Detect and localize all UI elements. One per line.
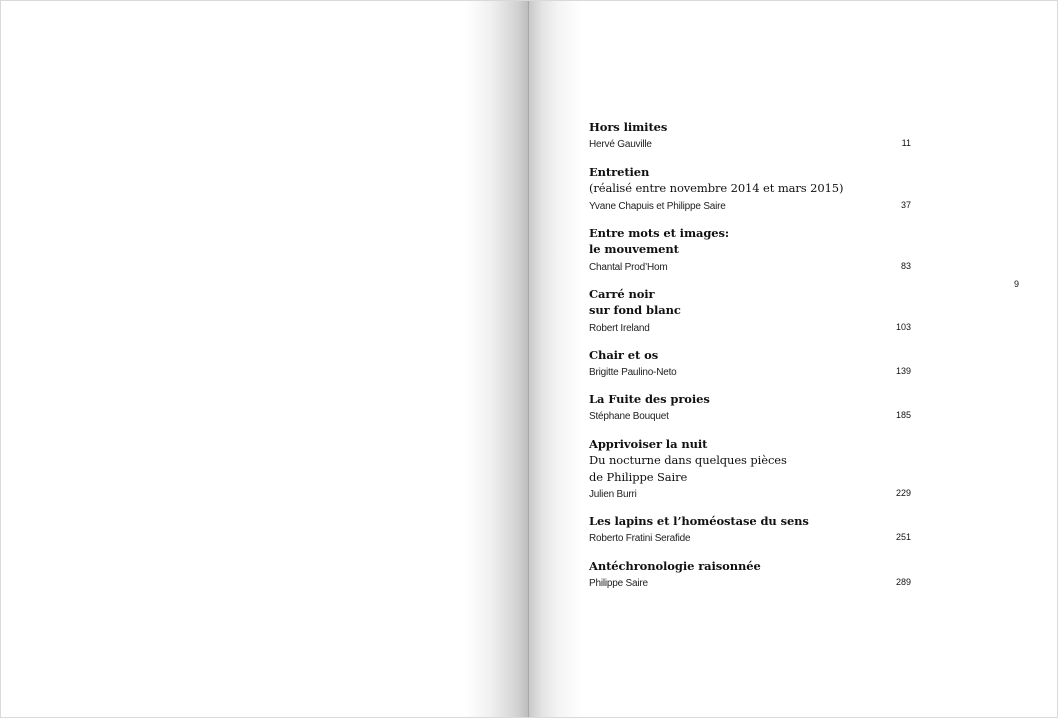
toc-entry-byline (589, 529, 911, 545)
toc-entry-title: La Fuite des proies (589, 392, 710, 406)
toc-entry-page-number: 83 (900, 260, 911, 271)
toc-entry-byline (589, 197, 911, 213)
toc-entry-page-number: 37 (900, 199, 911, 210)
toc-entry-page-number: 139 (895, 366, 911, 377)
toc-entry-title: Chair et os (589, 348, 659, 362)
toc-entry-byline (589, 258, 911, 274)
toc-entry-byline (589, 319, 911, 335)
toc-entry-author: Roberto Fratini Serafide (589, 533, 691, 545)
toc-entry (589, 164, 911, 213)
toc-entry (589, 286, 911, 335)
toc-entry (589, 225, 911, 274)
toc-entry-page-number: 103 (895, 321, 911, 332)
toc-entry-author: Philippe Saire (589, 578, 648, 590)
left-page (1, 1, 528, 717)
toc-entry-byline (589, 135, 911, 151)
toc-entry (589, 119, 911, 151)
toc-entry-title: Entretien (589, 165, 650, 179)
toc-entry-title: Entre mots et images: le mouvement (589, 226, 730, 257)
toc-entry-subtitle: (réalisé entre novembre 2014 et mars 2015) (589, 181, 844, 196)
toc-entry-page-number: 11 (901, 138, 911, 149)
toc-entry-page-number: 229 (895, 487, 911, 498)
toc-entry-subtitle: Du nocturne dans quelques pièces de Philippe Saire (589, 453, 787, 484)
toc-entry-author: Stéphane Bouquet (589, 411, 669, 423)
toc-entry-author: Hervé Gauville (589, 139, 652, 151)
toc-entry-author: Robert Ireland (589, 322, 650, 334)
toc-entry-byline (589, 485, 911, 501)
toc-entry-title: Antéchronologie raisonnée (589, 559, 761, 573)
toc-entry-byline (589, 407, 911, 423)
toc-entry-page-number: 251 (895, 532, 911, 543)
page-number: 9 (1014, 279, 1020, 289)
toc-entry-author: Chantal Prod’Hom (589, 261, 668, 273)
toc-entry-page-number: 185 (895, 410, 911, 421)
toc-entry-author: Julien Burri (589, 488, 637, 500)
toc-entry (589, 436, 911, 501)
toc-entry-author: Brigitte Paulino-Neto (589, 367, 677, 379)
toc-entry-title: Carré noir sur fond blanc (589, 287, 681, 318)
toc-entry-title: Apprivoiser la nuit (589, 437, 708, 451)
toc-entry (589, 347, 911, 379)
toc-entry (589, 513, 911, 545)
toc-entry-byline (589, 363, 911, 379)
toc-entry (589, 558, 911, 590)
toc-entry-title: Les lapins et l’homéostase du sens (589, 514, 809, 528)
toc-entry-author: Yvane Chapuis et Philippe Saire (589, 200, 726, 212)
toc-entry-byline (589, 574, 911, 590)
toc-entry (589, 391, 911, 423)
toc-entry-title: Hors limites (589, 120, 668, 134)
toc-entry-page-number: 289 (895, 577, 911, 588)
